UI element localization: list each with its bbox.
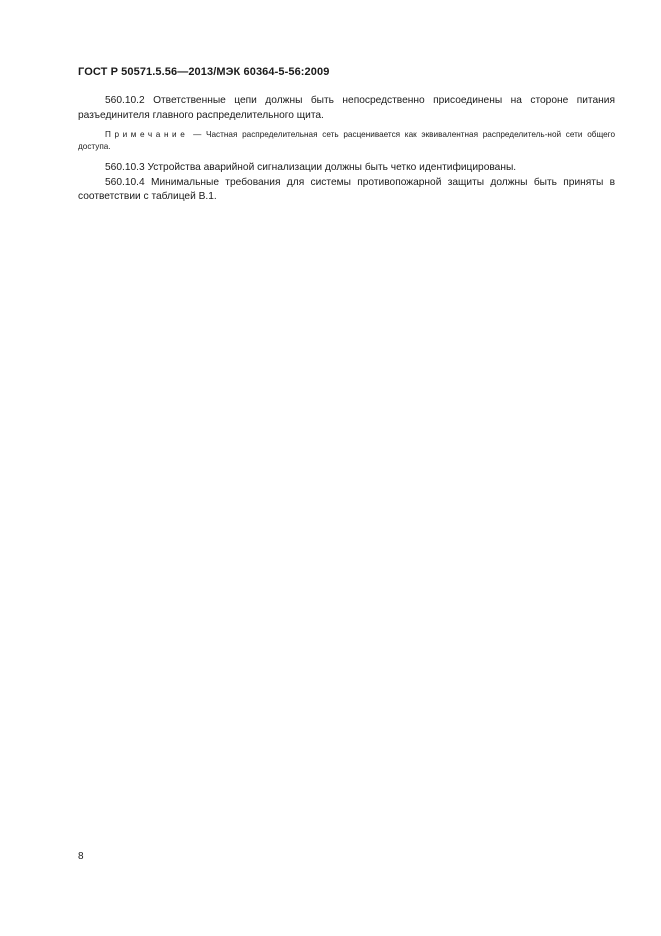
page-number: 8 [78, 851, 84, 862]
paragraph-560-10-3: 560.10.3 Устройства аварийной сигнализации должны быть четко идентифицированы. [105, 162, 517, 173]
document-header: ГОСТ Р 50571.5.56—2013/МЭК 60364-5-56:2009 [78, 66, 330, 78]
note-label: Примечание [105, 130, 189, 139]
document-body [78, 94, 615, 205]
paragraph-560-10-4: 560.10.4 Минимальные требования для системы противопожарной защиты должны быть приняты в соответствии с таблицей В.1. [78, 176, 615, 202]
note-text: — Частная распределительная сеть расценивается как эквивалентная распределитель-ной сети общего доступа. [78, 130, 615, 151]
paragraph-560-10-2: 560.10.2 Ответственные цепи должны быть непосредственно присоединены на стороне питания разъединителя главного распределительного щита. [78, 95, 615, 121]
note [78, 129, 615, 153]
